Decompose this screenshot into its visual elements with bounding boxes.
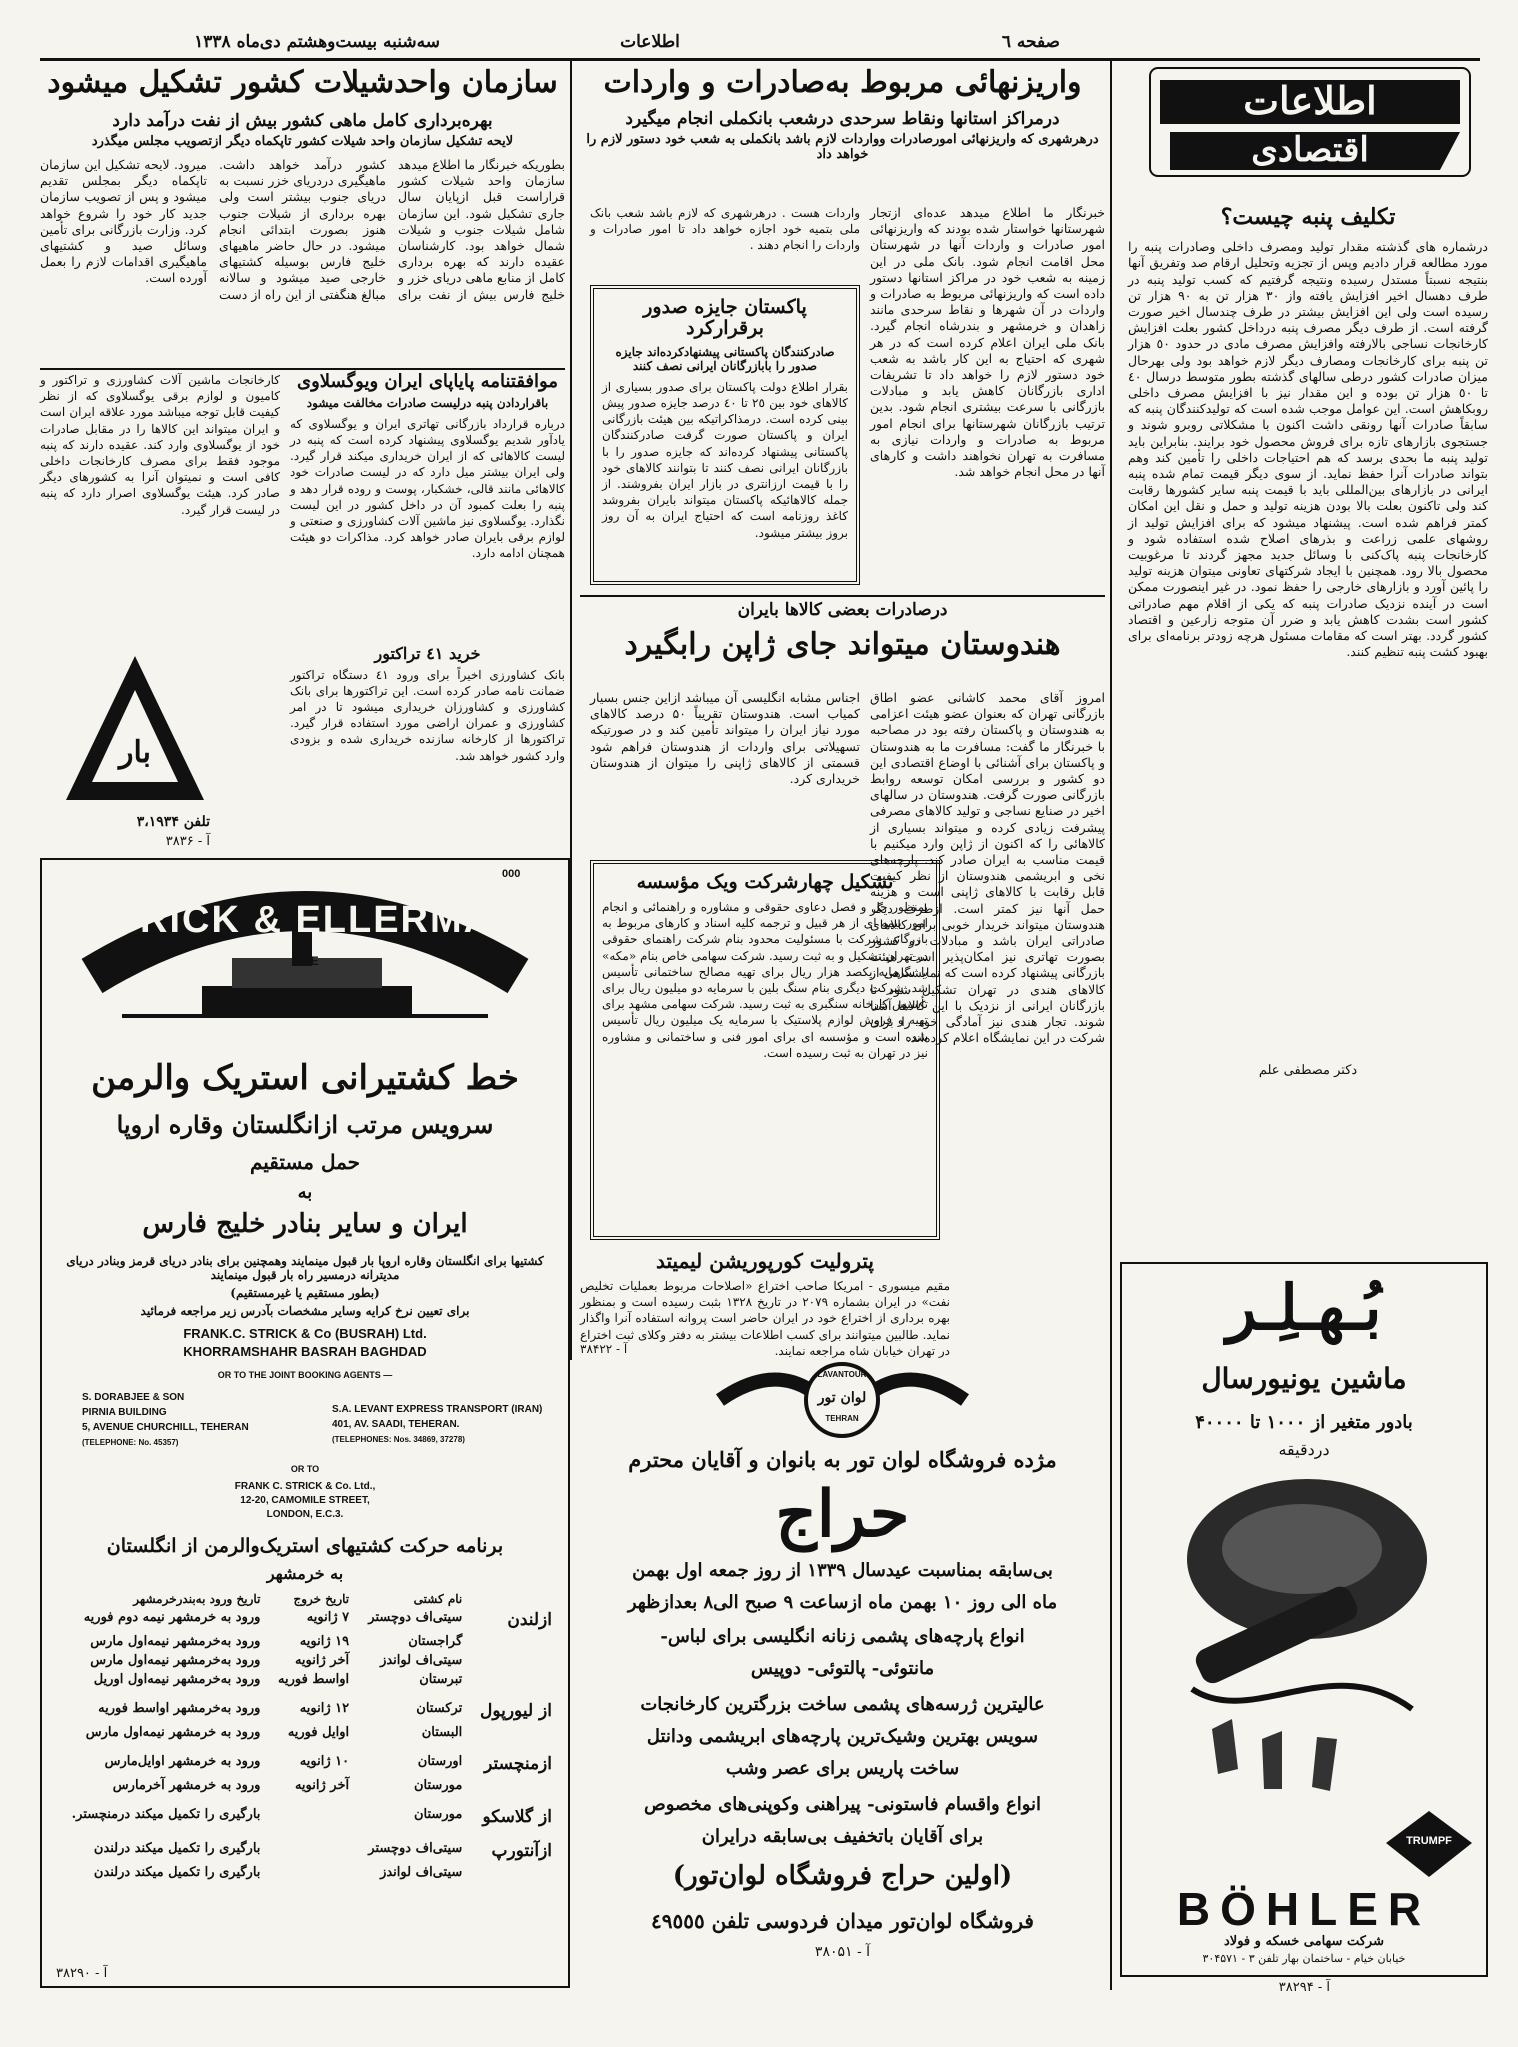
bohler-speed: بادور متغیر از ۱۰۰۰ تا ۴۰۰۰۰ xyxy=(1195,1412,1413,1433)
agent2-line3: (TELEPHONES: Nos. 34869, 37278) xyxy=(332,1435,465,1444)
schedule-row xyxy=(52,1839,558,1863)
tractor-body: بانک کشاورزی اخیراً برای ورود ٤١ دستگاه تراکتور ضمانت نامه صادر کرده است. این تراکتورها برای بانک کشاورزی و کشاورزان خریداری میشود تا در امر کشاورزی و عمران اراضی مورد استفاده قرار گیرد. تراکتورها از کارخانه سازنده خریداری شده و بزودی وارد کشور خواهد شد. xyxy=(290,667,566,763)
schedule-header-depart: تاریخ خروج xyxy=(293,1592,350,1606)
schedule-ship: گراجستان xyxy=(408,1634,463,1649)
agent2-line1: S.A. LEVANT EXPRESS TRANSPORT (IRAN) xyxy=(332,1404,543,1415)
schedule-table-wrap xyxy=(52,1590,558,1892)
schedule-row xyxy=(52,1670,558,1699)
strick-ad xyxy=(40,858,570,1988)
strick-or-joint: OR TO THE JOINT BOOKING AGENTS — xyxy=(217,1370,393,1380)
header-page: صفحه ٦ xyxy=(1001,32,1060,52)
strick-service: سرویس مرتب ازانگلستان وقاره اروپا xyxy=(116,1110,494,1139)
lavantour-line4: مانتوئی- پالتوئی- دوپیس xyxy=(750,1658,935,1679)
schedule-body xyxy=(52,1608,558,1892)
schedule-depart: ۷ ژانویه xyxy=(306,1610,350,1625)
schedule-row xyxy=(52,1651,558,1670)
lavantour-badge-top: LAVANTOUR xyxy=(817,1370,867,1379)
lavantour-headline: مژده فروشگاه لوان تور به بانوان و آقایان محترم xyxy=(628,1447,1057,1472)
bohler-machine: ماشین یونیورسال xyxy=(1201,1362,1407,1395)
bohler-company: شرکت سهامی خسکه و فولاد xyxy=(1224,1934,1384,1949)
col-rule-right xyxy=(1110,60,1112,1990)
schedule-row xyxy=(52,1752,558,1776)
agent1-line1: S. DORABJEE & SON xyxy=(82,1392,185,1403)
yugo-body: درباره قرارداد بازرگانی تهاتری ایران و یوگسلاوی که یادآور شدیم یوگسلاوی پیشنهاد کرده است که پنبه در لیست کالاهائی که از ایران خریداری میکند قرار گیرد. ولی ایران بیشتر میل دارد که در لیست صادرات خود کالاهائی مانند قالی، خشکبار، پوست و روده قرار دهد و پنبه را بعلت کمبود آن در داخل کشور در این لیست نگذارد. یوگسلاوی نیز ماشین آلات کشاورزی و صنعتی و لوازم برقی بایران صادر خواهد کرد. مذاکرات دو هیئت همچنان ادامه دارد. xyxy=(290,416,565,561)
cotton-author: دکتر مصطفی علم xyxy=(1258,1063,1358,1079)
schedule-arrive: بارگیری را تکمیل میکند درلندن xyxy=(93,1841,261,1856)
schedule-depart: آخر ژانویه xyxy=(294,1778,350,1793)
pakistan-sub: صادرکنندگان پاکستانی پیشنهادکرده‌اند جایزه صدور را بابازرگانان ایرانی نصف کنند xyxy=(615,344,835,373)
strick-fa-name: خط کشتیرانی استریک والرمن xyxy=(91,1058,519,1098)
yugo-title: موافقتنامه پایاپای ایران ویوگسلاوی xyxy=(297,371,558,392)
bohler-latin: BÖHLER xyxy=(1176,1883,1432,1935)
schedule-arrive: ورود به خرمشهر نیمه‌اول مارس xyxy=(85,1725,261,1740)
pakistan-title: پاکستان جایزه صدور برقرارکرد xyxy=(643,296,807,339)
schedule-ship: سیتی‌اف لواندز xyxy=(380,1653,463,1668)
schedule-row xyxy=(52,1632,558,1651)
strick-en-name: STRICK & ELLERMAN xyxy=(87,899,523,941)
schedule-ship: مورستان xyxy=(414,1778,463,1793)
schedule-row xyxy=(52,1805,558,1839)
schedule-ship: ترکستان xyxy=(416,1701,463,1716)
schedule-row xyxy=(52,1723,558,1752)
col-rule-mid xyxy=(570,60,572,1360)
article1-sub1: درمراکز استانها ونقاط سرحدی درشعب بانکملی انجام میگیرد xyxy=(625,109,1060,129)
petroleum-body: مقیم میسوری - امریکا صاحب اختراع «اصلاحات مربوط بعملیات تخلیص نفت» در ایران بشماره ۲۰۷۹ در تاریخ ۱۳۲۸ بثبت رسیده است و بمنظور بهره برداری از اختراع خود در ایران حاضر است پروانه استفاده آنرا واگذار نماید. طالبین میتوانند برای کسب اطلاعات بیشتر به دفتر وکلای ثبت اختراع در تهران خیابان شاه مراجعه نمایند. xyxy=(580,1279,950,1358)
lavantour-line7: ساخت پاریس برای عصر وشب xyxy=(725,1758,960,1779)
econ-logo-line1: اطلاعات xyxy=(1243,78,1377,123)
schedule-ship: مورستان xyxy=(414,1807,463,1822)
schedule-header-ship: نام کشتی xyxy=(413,1592,463,1606)
schedule-arrive: ورود به‌خرمشهر اواسط فوریه xyxy=(98,1701,261,1716)
cotton-article xyxy=(1128,205,1488,1078)
schedule-ship: تبرستان xyxy=(419,1672,463,1687)
tractor-article xyxy=(290,645,565,787)
strick-dest: ایران و سایر بنادر خلیج فارس xyxy=(142,1209,468,1239)
lavantour-line5: عالیترین ژرسه‌های پشمی ساخت بزرگترین کارخانجات xyxy=(640,1694,1045,1715)
schedule-depart xyxy=(266,1839,355,1863)
agent1-line2: PIRNIA BUILDING xyxy=(82,1407,167,1418)
india-title: هندوستان میتواند جای ژاپن رابگیرد xyxy=(624,627,1061,662)
schedule-depart: ۱۹ ژانویه xyxy=(299,1634,350,1649)
companies-box xyxy=(590,860,940,1240)
header-paper: اطلاعات xyxy=(620,32,680,52)
lavantour-line1: بی‌سابقه بمناسبت عیدسال ۱۳۳۹ از روز جمعه اول بهمن xyxy=(632,1560,1053,1581)
fish-title: سازمان واحدشیلات کشور تشکیل میشود xyxy=(47,65,558,100)
article1-body-cont: واردات هست . درهرشهری که لازم باشد شعب بانک ملی بتمیه خود اجازه خواهد داد تا امور صادرات و واردات را انجام دهند . xyxy=(590,206,860,253)
strick-en-line: LINE xyxy=(291,954,319,968)
schedule-ship: اورستان xyxy=(417,1754,463,1769)
lavantour-line8: انواع واقسام فاستونی- پیراهنی وکوپنی‌های مخصوص xyxy=(643,1794,1042,1815)
companies-title: تشکیل چهارشرکت ویک مؤسسه xyxy=(636,871,894,893)
schedule-row xyxy=(52,1699,558,1723)
india-body: امروز آقای محمد کاشانی عضو اطاق بازرگانی تهران که بعنوان عضو هیئت اعزامی به هندوستان و پاکستان رفته بود در مصاحبه با خبرنگار ما گفت: مسافرت ما به هندوستان و پاکستان برای آشنائی با اوضاع اقتصادی این دو کشور و بررسی امکان توسعه روابط بازرگانی صورت گرفت. هندوستان در سالهای اخیر در صنایع نساجی و تولید کالاهای مصرفی پیشرفت زیادی کرده و میتواند بسیاری از کالاهائی را که اکنون از ژاپن وارد میکنیم با قیمت مناسب به ایران صادر کند. پارچه‌های نخی و ابریشمی هندوستان از نظر کیفیت قابل رقابت با کالاهای ژاپنی است و هزینه حمل آنها نیز کمتر است. ازطرف دیگر هندوستان میتواند خریدار خوبی برای کالاهای صادراتی ایران باشد و مبادلات دو کشور بصورت تهاتری نیز امکان‌پذیر است. هیئت بازرگانی پیشنهاد کرده است که نمایشگاهی از کالاهای هندی در تهران تشکیل شود تا بازرگانان ایرانی از نزدیک با این کالاها آشنا شوند. تجار هندی نیز آمادگی خود را برای شرکت در این نمایشگاه اعلام کرده‌اند. xyxy=(870,690,1105,1046)
schedule-subtitle: به خرمشهر xyxy=(266,1564,344,1583)
yugo-body-cont: کارخانجات ماشین آلات کشاورزی و تراکتور و کامیون و لوازم برقی یوگسلاوی که از نظر کیفیت قابل توجه میباشد مورد علاقه ایران است و ایران میتواند این کالاها را در مقابل صادرات خود از یوگسلاوی وارد کند. عقیده دارند که پنبه موجود فقط برای مصرف کارخانجات داخلی کافی است و نمیتوان آنرا به کشورهای دیگر صادر کرد. هیئت یوگسلاوی اصرار دارد که پنبه در لیست قرار گیرد. xyxy=(40,373,280,517)
india-body-cont: اجناس مشابه انگلیسی آن میباشد ازاین جنس بسیار کمیاب است. هندوستان تقریباً ۵۰ درصد کالاهای مورد نیاز ایران را میتواند تأمین کند و در صورتیکه تسهیلاتی برای واردات از هندوستان فراهم شود قسمتی از کالاهای ژاپنی را میتوان از هندوستان خریداری کرد. xyxy=(590,690,860,787)
schedule-port: از لیورپول xyxy=(479,1701,552,1721)
schedule-port xyxy=(468,1723,558,1752)
cotton-title: تکلیف پنبه چیست؟ xyxy=(1220,204,1396,230)
schedule-arrive: بارگیری را تکمیل میکند درمنچستر. xyxy=(71,1807,261,1822)
article1-title: واریزنهائی مربوط به‌صادرات و واردات xyxy=(603,65,1082,100)
bar-logo-graphic xyxy=(60,650,210,810)
schedule-header-arrive: تاریخ ورود به‌بندرخرمشهر xyxy=(133,1592,261,1606)
agent1-line4: (TELEPHONE: No. 45357) xyxy=(82,1438,179,1447)
grinder-illustration xyxy=(1152,1469,1462,1799)
bohler-ad xyxy=(1120,1262,1488,1977)
bar-phone: تلفن ۳،۱۹۳۴ xyxy=(136,814,210,830)
london-line3: LONDON, E.C.3. xyxy=(266,1509,344,1520)
schedule-arrive: ورود به‌خرمشهر نیمه‌اول اوریل xyxy=(93,1672,261,1687)
schedule-depart xyxy=(266,1805,355,1839)
schedule-header-row xyxy=(52,1590,558,1608)
rule-india-top xyxy=(580,595,1105,597)
lavantour-sale: حراج xyxy=(775,1477,910,1552)
schedule-arrive: ورود به خرمشهر نیمه دوم فوریه xyxy=(83,1610,261,1625)
schedule-arrive: ورود به‌خرمشهر نیمه‌اول مارس xyxy=(90,1634,261,1649)
schedule-port xyxy=(468,1670,558,1699)
econ-logo xyxy=(1140,60,1480,188)
schedule-ship: سیتی‌اف لواندز xyxy=(380,1865,463,1880)
schedule-arrive: ورود به‌خرمشهر نیمه‌اول مارس xyxy=(90,1653,261,1668)
bohler-brand: بُـهـلِـر xyxy=(1226,1271,1382,1344)
cotton-body: درشماره های گذشته مقدار تولید ومصرف داخلی وصادرات پنبه را مورد مطالعه قرار دادیم وپس از تجزیه وتحلیل ارقام صد وتفریق آنها بنتیجه نسبتاً مستدل رسیده ونتیجه گرفتیم که کسب تولید پنبه در طرف دهسال اخیر افزایش یافته واز ٣٠ هزار تن به ٩٠ هزار تن رسیده است ولی این افزایش بیشتر در طرف چندسال اخیر صورت گرفته است. از طرف دیگر مصرف پنبه درداخل کشور بعلت افزایش کارخانجات نساجی بالارفته وافزایش مصرف مادی در حدود ٥٠ هزار تن پنبه برای کارخانجات ومصارف دیگر لازم خواهد بود ولی بهرحال میزان صادرات کشور درطی سالهای گذشته بطور متوسط درسال ٤٠ تا ٥٠ هزار تن بوده و این مقدار نیز با افزایش مصرف داخلی روبکاهش است. این عوامل موجب شده است که تولیدکنندگان پنبه که سابقاً صادرات آنها رونقی داشت اکنون با مشکلاتی روبرو شوند و جستجوی بازارهای تازه برای فروش محصول خود برایند. بنابراین باید تولید پنبه ما بحدی برسد که هم احتیاجات داخلی را تأمین کند وهم بتواند صادرات آنرا حفظ نماید. از سوی دیگر قیمت تمام شده پنبه ایرانی در بازارهای بین‌المللی باید با قیمت پنبه سایر کشورها رقابت کند ولی تاکنون بعلت بالا بودن هزینه تولید و حمل و نقل این امکان کمتر فراهم شده است. پیشنهاد میشود که برای افزایش تولید از روشهای علمی زراعت و بذرهای اصلاح شده استفاده شود و کارخانجات پنبه پاک‌کنی با وسائل جدید مجهز گردند تا مرغوبیت محصول بالا رود. همچنین با ایجاد شرکتهای تعاونی میتوان هزینه تولید را پائین آورد و بازارهای خارجی را حفظ نمود. در غیر اینصورت ممکن است در آینده نزدیک صادرات پنبه که یکی از اقلام مهم صادراتی کشور است بشدت کاهش یابد و ضرر آن متوجه زارعین و اقتصاد کشور گردد. بهتر است که مقامات مسئول هرچه زودتر برنامه‌ای برای بهبود کشت پنبه تنظیم کنند. xyxy=(1128,239,1489,660)
strick-london xyxy=(42,1480,568,1522)
schedule-header-port xyxy=(468,1590,558,1608)
fish-sub2: لایحه تشکیل سازمان واحد شیلات کشور تاپکماه دیگر ازتصویب مجلس میگذرد xyxy=(91,134,514,149)
schedule-ship: سیتی‌اف دوچستر xyxy=(368,1841,463,1856)
strick-frank1: FRANK.C. STRICK & Co (BUSRAH) Ltd. xyxy=(183,1326,427,1341)
strick-or-to: OR TO xyxy=(290,1464,320,1474)
schedule-depart: آخر ژانویه xyxy=(294,1653,350,1668)
schedule-code: آ - ۳۸۲۹۰ xyxy=(56,1966,108,1981)
lavantour-line11: فروشگاه لوان‌تور میدان فردوسی تلفن ٤٩٥٥٥ xyxy=(651,1909,1034,1933)
schedule-port xyxy=(468,1651,558,1670)
companies-body: بمنظور حل و فصل دعاوی حقوقی و مشاوره و راهنمائی و انجام امور بیمه ای از هر قبیل و ترجمه کلیه اسناد و کارهای مربوط به بازرگانی شرکت با مسئولیت محدود بنام شرکت راهنمای حقوقی در تهران تشکیل و به ثبت رسید. شرکت سهامی خاص بنام «مکه» با سرمایه یکصد هزار ریال برای تهیه مصالح ساختمانی تأسیس شد. شرکت دیگری بنام سنگ بلین با سرمایه دو میلیون ریال برای تأسیس کارخانه سنگبری به ثبت رسید. شرکت سهامی مشهد برای تهیه و فروش لوازم پلاستیک با سرمایه یک میلیون ریال تأسیس شده است و مؤسسه ای برای امور فنی و ساختمانی و مشاوره نیز در تهران به ثبت رسیده است. xyxy=(602,899,928,1060)
schedule-ship: سیتی‌اف دوچستر xyxy=(368,1610,463,1625)
article-import-export xyxy=(580,66,1105,162)
petroleum-notice xyxy=(580,1250,950,1356)
header-date: سه‌شنبه بیست‌وهشتم دی‌ماه ۱۳۳۸ xyxy=(194,32,440,52)
schedule-row xyxy=(52,1863,558,1892)
lavantour-line3: انواع پارچه‌های پشمی زنانه انگلیسی برای لباس- xyxy=(660,1626,1025,1647)
schedule-table xyxy=(52,1590,558,1892)
bohler-address: خیابان خیام - ساختمان بهار تلفن ۳ - ۳۰۴۵۷۱ xyxy=(1202,1952,1406,1965)
strick-to: به xyxy=(297,1182,313,1203)
india-kicker: درصادرات بعضی کالاها بایران xyxy=(737,600,948,620)
lavantour-badge-bottom: TEHRAN xyxy=(825,1414,859,1423)
india-article xyxy=(580,600,1105,661)
schedule-depart: ۱۰ ژانویه xyxy=(299,1754,350,1769)
strick-frank2: KHORRAMSHAHR BASRAH BAGHDAD xyxy=(183,1344,427,1359)
strick-agent1 xyxy=(82,1390,312,1450)
strick-direct: حمل مستقیم xyxy=(249,1150,361,1174)
schedule-depart xyxy=(266,1863,355,1892)
lavantour-code: آ - ۳۸۰۵۱ xyxy=(814,1944,871,1960)
london-line1: FRANK C. STRICK & Co. Ltd., xyxy=(234,1481,376,1492)
yugo-sub: باقراردادن پنبه درلیست صادرات مخالفت میشود xyxy=(306,395,549,410)
schedule-ship: البستان xyxy=(421,1725,463,1740)
fish-body: بطوریکه خبرنگار ما اطلاع میدهد سازمان واحد شیلات کشور قراراست قبل ازپایان سال جاری تشکیل شود. این سازمان شامل شیلات جنوب و شیلات شمال خواهد بود. کارشناسان عقیده دارند که بهره برداری کامل از منابع ماهی دریای خزر و خلیج فارس بیش از نفت برای کشور درآمد خواهد داشت. ماهیگیری دردریای خزر نسبت به دریای جنوب بیشتر است ولی بهره برداری از شیلات جنوب هنوز بصورت ابتدائی انجام میشود. در حال حاضر ماهیهای خلیج فارس بوسیله کشتیهای خارجی صید میشود و سالانه مبالغ هنگفتی از این راه از دست میرود. لایحه تشکیل این سازمان تاپکماه دیگر بمجلس تقدیم میشود و پس از تصویب سازمان جدید کار خود را شروع خواهد کرد. وزارت بازرگانی برای تأمین وسائل صید و کشتیهای ماهیگیری اقدامات لازم را بعمل آورده است. xyxy=(40,157,565,302)
schedule-port: ازلندن xyxy=(507,1610,552,1630)
schedule-arrive: ورود به خرمشهر آخرمارس xyxy=(112,1778,261,1793)
bohler-code: آ - ۳۸۲۹۴ xyxy=(1278,1980,1330,1995)
article1-body: خبرنگار ما اطلاع میدهد عده‌ای ازتجار شهرستانها خواستار شده بودند که واریزنهائی امور صادرات و واردات آنها در شهرستان محل اقامت انجام شود. بانک ملی در این زمینه به شعب خود در مراکز استانها دستور داده است که واریزنهائی مربوط به صادرات و واردات در آن شهرها و نقاط سرحدی مانند زاهدان و خرمشهر و بندرشاه انجام گیرد. بانک ملی ایران اعلام کرده است که در هر شهری که احتیاج به این کار باشد به شعب خود دستور لازم را خواهد داد تا تشریفات اداری بازرگانان کاهش یابد و مبادلات بازرگانی با سرعت بیشتری انجام شود. بدین ترتیب بازرگانان شهرستانها برای انجام امور مربوط به صادرات و واردات نیازی به مسافرت به تهران نخواهند داشت و کارهای آنها در محل انجام خواهد شد. xyxy=(870,205,1105,480)
schedule-row xyxy=(52,1776,558,1805)
schedule-port: از گلاسکو xyxy=(482,1807,552,1827)
lavantour-line6: سویس بهترین وشیک‌ترین پارچه‌های ابریشمی ودانتل xyxy=(646,1726,1039,1747)
lavantour-ad xyxy=(580,1360,1105,1985)
bar-ad xyxy=(60,650,210,860)
pakistan-box xyxy=(590,285,860,585)
fish-sub1: بهره‌برداری کامل ماهی کشور بیش از نفت درآمد دارد xyxy=(112,111,493,131)
schedule-depart: اواسط فوریه xyxy=(278,1672,350,1687)
article1-sub2: درهرشهری که واریزنهائی امورصادرات وواردات لازم باشد بانکملی به شعب خود دستور لازم را خواهد داد xyxy=(586,132,1099,162)
bohler-per-min: دردقیقه xyxy=(1278,1440,1330,1459)
bar-logo-text: بار xyxy=(119,735,151,770)
agent1-line3: 5, AVENUE CHURCHILL, TEHERAN xyxy=(82,1422,249,1433)
strick-desc2: (بطور مستقیم یا غیرمستقیم) xyxy=(230,1286,380,1300)
schedule-arrive: بارگیری را تکمیل میکند درلندن xyxy=(93,1865,261,1880)
schedule-port: ازآنتورپ xyxy=(491,1841,552,1861)
fish-article xyxy=(40,66,565,322)
schedule-port xyxy=(468,1632,558,1651)
schedule-depart: اوایل فوریه xyxy=(287,1725,350,1740)
schedule-port: ازمنچستر xyxy=(484,1754,552,1774)
schedule-port xyxy=(468,1776,558,1805)
econ-logo-line2: اقتصادی xyxy=(1251,130,1369,170)
agent2-line2: 401, AV. SAADI, TEHERAN. xyxy=(332,1419,460,1430)
schedule-arrive: ورود به خرمشهر اوایل‌مارس xyxy=(104,1754,261,1769)
trumpf-label: TRUMPF xyxy=(1406,1835,1452,1847)
lavantour-line10: (اولین حراج فروشگاه لوان‌تور) xyxy=(672,1861,1013,1891)
lavantour-line2: ماه الی روز ۱۰ بهمن ماه ازساعت ۹ صبح الی۸ بعدازظهر xyxy=(627,1592,1058,1613)
london-line2: 12-20, CAMOMILE STREET, xyxy=(240,1495,370,1506)
strick-desc1: کشتیها برای انگلستان وقاره اروپا بار قبول مینمایند وهمچنین برای بنادر دریای قرمز وبنادر دریای مدیترانه درمسیر راه بار قبول مینمایند xyxy=(66,1254,544,1282)
trumpf-logo xyxy=(1384,1809,1474,1879)
strick-flag-num: 000 xyxy=(502,868,521,880)
petroleum-code: آ - ۳۸۴۲۲ xyxy=(580,1342,628,1356)
lavantour-badge-mid: لوان تور xyxy=(817,1390,867,1406)
schedule-row xyxy=(52,1608,558,1632)
strick-agent2 xyxy=(332,1402,562,1447)
strick-desc3: برای تعیین نرخ کرایه وسایر مشخصات بآدرس زیر مراجعه فرمائید xyxy=(140,1304,470,1318)
tractor-title: خرید ٤١ تراکتور xyxy=(374,644,481,663)
yugo-article xyxy=(290,372,565,566)
rule-yugo-top xyxy=(40,368,565,370)
petroleum-title: پترولیت کورپوریشن لیمیتد xyxy=(656,1249,874,1273)
schedule-port xyxy=(468,1863,558,1892)
schedule-depart: ۱۲ ژانویه xyxy=(299,1701,350,1716)
lavantour-line9: برای آقایان باتخفیف بی‌سابقه درایران xyxy=(701,1826,984,1847)
bar-code: آ - ۳۸۳۶ xyxy=(165,834,210,849)
pakistan-body: بقرار اطلاع دولت پاکستان برای صدور بسیاری از کالاهای خود بین ٢٥ تا ٤٠ درصد جایزه صدور پیش بینی کرده است. درمذاکراتیکه بین هیئت بازرگانی ایران و پاکستان صورت گرفت صادرکنندگان پاکستانی پیشنهاد کرده‌اند که جایزه صدور را با بازرگانان ایرانی نصف کنند تا بتوانند کالاهای خود را با قیمت ارزانتری در بازار ایران بفروشند. از جمله کالاهائیکه پاکستان میتواند بایران بفروشد کاغذ روزنامه است که احتیاج ایران به آن روز بروز بیشتر میشود. xyxy=(602,379,848,540)
schedule-title: برنامه حرکت کشتیهای استریک‌والرمن از انگلستان xyxy=(106,1535,504,1557)
